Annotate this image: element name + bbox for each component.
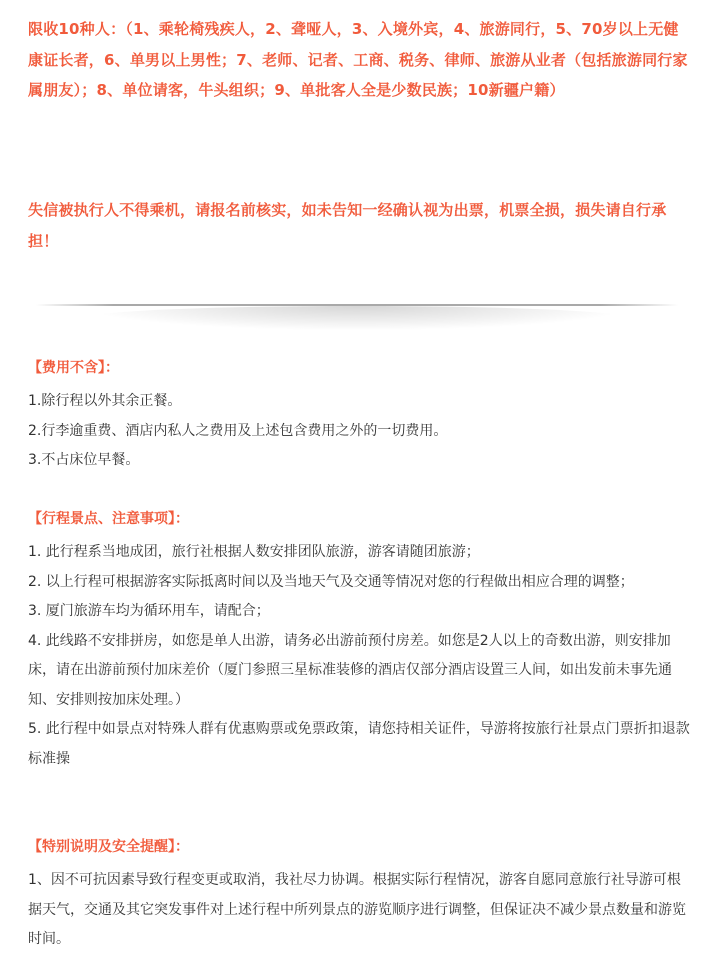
special-notes-section: [28, 835, 690, 955]
special-notes-heading: 【特别说明及安全提醒】：: [28, 839, 189, 855]
list-item: 3. 厦门旅游车均为循环用车，请配合；: [28, 603, 270, 619]
itinerary-notes-heading: 【行程景点、注意事项】：: [28, 511, 189, 527]
list-item: 1. 此行程系当地成团，旅行社根据人数安排团队旅游，游客请随团旅游；: [28, 544, 480, 560]
restriction-notice: 限收10种人：（1、乘轮椅残疾人，2、聋哑人，3、入境外宾，4、旅游同行，5、70岁以上无健康证长者，6、单男以上男性；7、老师、记者、工商、税务、律师、旅游从业者（包括旅游同行家属朋友）；8、单位请客，牛头组织；9、单批客人全是少数民族；10新疆户籍）: [28, 20, 688, 99]
list-item: 4. 此线路不安排拼房，如您是单人出游，请务必出游前预付房差。如您是2人以上的奇数出游，则安排加床，请在出游前预付加床差价（厦门参照三星标准装修的酒店仅部分酒店设置三人间，如出发前未事先通知、安排则按加床处理。）: [28, 632, 672, 708]
list-item: 2. 以上行程可根据游客实际抵离时间以及当地天气及交通等情况对您的行程做出相应合理的调整；: [28, 573, 634, 590]
list-item: 5. 此行程中如景点对特殊人群有优惠购票或免票政策，请您持相关证件，导游将按旅行社景点门票折扣退款标准操: [28, 721, 690, 767]
list-item: 1、因不可抗因素导致行程变更或取消，我社尽力协调。根据实际行程情况，游客自愿同意旅行社导游可根据天气，交通及其它突发事件对上述行程中所列景点的游览顺序进行调整，但保证决不减少景点数量和游览时间。: [28, 872, 686, 947]
section-divider: [36, 302, 678, 342]
fees-excluded-section: [28, 356, 690, 476]
fees-excluded-heading: 【费用不含】：: [28, 360, 119, 376]
list-item: 3.不占床位早餐。: [28, 452, 140, 468]
dishonesty-notice: 失信被执行人不得乘机，请报名前核实，如未告知一经确认视为出票，机票全损，损失请自行承担！: [28, 201, 667, 250]
list-item: 2.行李逾重费、酒店内私人之费用及上述包含费用之外的一切费用。: [28, 422, 448, 439]
itinerary-notes-section: [28, 507, 690, 774]
list-item: 1.除行程以外其余正餐。: [28, 393, 182, 409]
